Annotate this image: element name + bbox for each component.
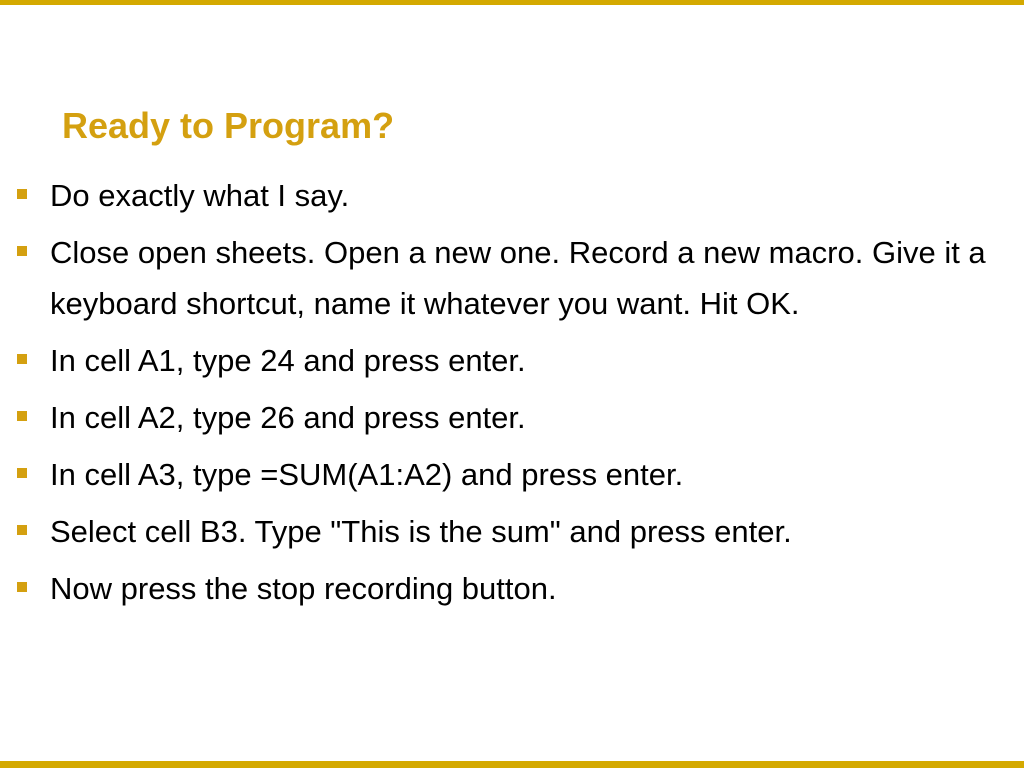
square-bullet-icon — [17, 411, 27, 421]
bullet-text: In cell A1, type 24 and press enter. — [50, 343, 526, 378]
bottom-accent-rule — [0, 761, 1024, 768]
bullet-text: In cell A3, type =SUM(A1:A2) and press enter. — [50, 457, 684, 492]
bullet-text: Do exactly what I say. — [50, 178, 350, 213]
bullet-item — [0, 506, 1010, 557]
square-bullet-icon — [17, 246, 27, 256]
square-bullet-icon — [17, 189, 27, 199]
slide-title: Ready to Program? — [62, 105, 395, 146]
bullet-item — [0, 335, 1010, 386]
bullet-text: In cell A2, type 26 and press enter. — [50, 400, 526, 435]
bullet-list — [0, 170, 1010, 620]
top-accent-rule — [0, 0, 1024, 5]
bullet-item — [0, 563, 1010, 614]
square-bullet-icon — [17, 525, 27, 535]
bullet-item — [0, 449, 1010, 500]
square-bullet-icon — [17, 582, 27, 592]
square-bullet-icon — [17, 354, 27, 364]
bullet-text: Close open sheets. Open a new one. Record a new macro. Give it a keyboard shortcut, name it whatever you want. Hit OK. — [50, 235, 986, 321]
bullet-item — [0, 392, 1010, 443]
bullet-text: Select cell B3. Type "This is the sum" and press enter. — [50, 514, 792, 549]
bullet-item — [0, 227, 1010, 329]
bullet-item — [0, 170, 1010, 221]
bullet-text: Now press the stop recording button. — [50, 571, 557, 606]
square-bullet-icon — [17, 468, 27, 478]
